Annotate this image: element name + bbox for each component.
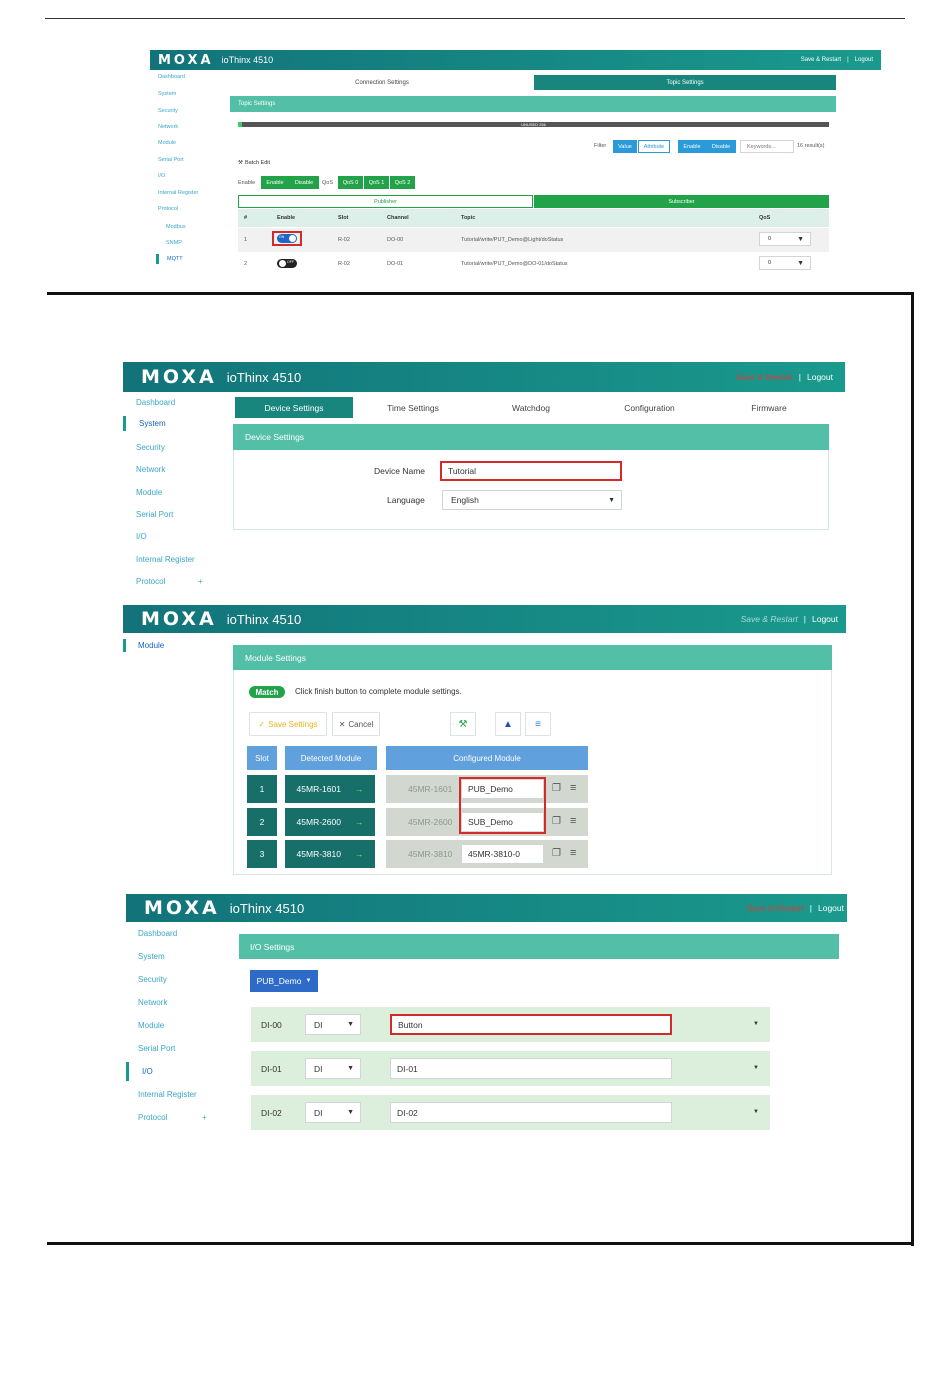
moxa-logo: MOXA <box>141 366 217 388</box>
channel-type-select[interactable]: DI ▼ <box>305 1014 361 1035</box>
module-name-input[interactable]: SUB_Demo <box>461 812 544 832</box>
sidebar-item-system[interactable]: System <box>123 416 166 431</box>
row-caret-icon[interactable]: ▼ <box>753 1109 759 1115</box>
cancel-button[interactable]: ✕ Cancel <box>332 712 380 736</box>
sidebar-item-internal-register[interactable]: Internal Register <box>138 1090 197 1099</box>
check-icon: ✓ <box>258 719 266 729</box>
module-name-input[interactable]: 45MR-3810-0 <box>461 844 544 864</box>
sidebar-item-protocol[interactable]: Protocol <box>158 206 179 212</box>
qos-select[interactable]: 0 ▼ <box>759 232 811 246</box>
enable-toggle[interactable]: ON <box>277 234 297 243</box>
highlight-box <box>459 777 546 834</box>
frame-right-border <box>911 292 914 1246</box>
filter-disable-button[interactable]: Disable <box>706 140 736 153</box>
list-icon[interactable]: ≡ <box>525 712 551 736</box>
batch-edit[interactable] <box>238 160 270 166</box>
expand-icon[interactable]: + <box>198 577 203 586</box>
channel-id: DI-01 <box>261 1064 282 1074</box>
filter-attribute-button[interactable]: Attribute <box>638 140 670 153</box>
tab-topic-settings[interactable]: Topic Settings <box>534 75 836 90</box>
channel-alias-input[interactable]: DI-02 <box>390 1102 672 1123</box>
logout-link[interactable]: Logout <box>854 57 873 63</box>
col-channel: Channel <box>387 215 409 221</box>
qos-select[interactable]: 0 ▼ <box>759 256 811 270</box>
copy-icon[interactable]: ❐ <box>552 783 561 794</box>
product-name: ioThinx 4510 <box>226 611 302 627</box>
topic-table-header <box>238 209 829 227</box>
sidebar-item-serial-port[interactable]: Serial Port <box>158 157 184 163</box>
sidebar-item-security[interactable]: Security <box>138 975 167 984</box>
frame-top-border <box>47 292 914 295</box>
hammer-icon: ⚒ <box>238 160 243 166</box>
channel-id: DI-02 <box>261 1108 282 1118</box>
batch-qos-label: QoS <box>322 180 334 186</box>
sidebar-item-io[interactable]: I/O <box>136 532 147 541</box>
close-icon: ✕ <box>338 719 346 729</box>
app-header: MOXA ioThinx 4510 Save & Restart | Logout <box>123 362 845 392</box>
filter-label: Filter <box>594 143 607 149</box>
product-name: ioThinx 4510 <box>226 369 302 385</box>
table-row: 1 ON R-02 DO-00 Tutorial/write/PUT_Demo@Light/doStatus 0 ▼ <box>238 228 829 252</box>
language-label: Language <box>387 495 425 505</box>
channel-type-select[interactable]: DI ▼ <box>305 1058 361 1079</box>
sidebar-item-modbus[interactable]: Modbus <box>166 224 186 230</box>
table-row: 2 OFF R-02 DO-01 Tutorial/write/PUT_Demo@DO-01/doStatus 0 ▼ <box>238 253 829 275</box>
slot-cell: 1 <box>247 775 277 803</box>
configured-module: 45MR-2600 <box>386 808 588 836</box>
sidebar-item-security[interactable]: Security <box>158 108 178 114</box>
device-name-label: Device Name <box>374 466 426 476</box>
col-detected-header: Detected Module <box>285 746 377 770</box>
sidebar-item-network[interactable]: Network <box>138 998 168 1007</box>
sidebar-item-io[interactable]: I/O <box>158 173 166 179</box>
batch-qos2-button[interactable]: QoS 2 <box>390 176 415 189</box>
warning-icon[interactable]: ▲ <box>495 712 521 736</box>
moxa-logo: MOXA <box>141 608 217 630</box>
sidebar-item-serial-port[interactable]: Serial Port <box>138 1044 176 1053</box>
detected-module[interactable]: 45MR-3810 → <box>285 840 375 868</box>
slot-cell: 2 <box>247 808 277 836</box>
col-qos: QoS <box>759 215 771 221</box>
col-slot-header: Slot <box>247 746 277 770</box>
wrench-icon[interactable]: ⚒ <box>450 712 476 736</box>
slot-cell: 3 <box>247 840 277 868</box>
sidebar-item-serial-port[interactable]: Serial Port <box>136 510 174 519</box>
channel-id: DI-00 <box>261 1020 282 1030</box>
logout-link[interactable]: Logout <box>818 903 844 913</box>
tab-watchdog[interactable]: Watchdog <box>512 402 550 413</box>
expand-icon[interactable]: + <box>202 1113 207 1122</box>
batch-enable-button[interactable]: Enable <box>261 176 289 189</box>
app-header: MOXA ioThinx 4510 Save & Restart | Logout <box>150 50 881 70</box>
tab-configuration[interactable]: Configuration <box>624 402 675 413</box>
sidebar-item-dashboard[interactable]: Dashboard <box>136 398 176 407</box>
menu-icon[interactable]: ≡ <box>570 815 577 827</box>
device-name-input[interactable]: Tutorial <box>440 461 622 481</box>
arrow-right-icon: → <box>354 817 364 827</box>
configured-module: 45MR-1601 <box>386 775 588 803</box>
save-restart-link[interactable]: Save & Restart <box>746 903 804 913</box>
detected-module[interactable]: 45MR-2600 → <box>285 808 375 836</box>
batch-qos1-button[interactable]: QoS 1 <box>364 176 389 189</box>
sidebar-item-module[interactable]: Module <box>123 639 164 652</box>
save-restart-link[interactable]: Save & Restart <box>740 614 798 624</box>
section-title: Module Settings <box>233 645 832 670</box>
tab-device-settings[interactable]: Device Settings <box>235 397 353 418</box>
sidebar-item-network[interactable]: Network <box>136 465 166 474</box>
col-enable: Enable <box>277 215 296 221</box>
channel-type-select[interactable]: DI ▼ <box>305 1102 361 1123</box>
filter-value-button[interactable]: Value <box>613 140 637 153</box>
sidebar-item-module[interactable]: Module <box>136 488 163 497</box>
app-header: MOXA ioThinx 4510 Save & Restart | Logout <box>126 894 847 922</box>
module-dropdown[interactable]: PUB_Demo ▼ <box>250 970 318 992</box>
tab-time-settings[interactable]: Time Settings <box>387 402 439 413</box>
menu-icon[interactable]: ≡ <box>570 782 577 794</box>
col-slot: Slot <box>338 215 349 221</box>
arrow-right-icon: → <box>354 784 364 794</box>
section-title: Device Settings <box>233 424 829 450</box>
product-name: ioThinx 4510 <box>229 900 305 916</box>
moxa-logo: MOXA <box>144 897 220 919</box>
batch-edit-label: Batch Edit <box>244 160 271 166</box>
col-topic: Topic <box>461 215 476 221</box>
match-message: Click finish button to complete module settings. <box>295 687 462 696</box>
sidebar-item-dashboard[interactable]: Dashboard <box>138 929 178 938</box>
filter-enable-button[interactable]: Enable <box>678 140 706 153</box>
channel-alias-input[interactable]: Button <box>390 1014 672 1035</box>
batch-enable-label: Enable <box>238 180 256 186</box>
sidebar-item-system[interactable]: System <box>138 952 165 961</box>
menu-icon[interactable]: ≡ <box>570 847 577 859</box>
save-restart-link[interactable]: Save & Restart <box>735 372 793 382</box>
match-badge: Match <box>249 686 285 698</box>
sidebar-item-security[interactable]: Security <box>136 443 165 452</box>
channel-alias-input[interactable]: DI-01 <box>390 1058 672 1079</box>
tab-connection-settings[interactable]: Connection Settings <box>355 79 409 86</box>
sidebar-item-io[interactable]: I/O <box>126 1062 153 1081</box>
module-name-input[interactable]: PUB_Demo <box>461 779 544 799</box>
configured-module: 45MR-3810 <box>386 840 588 868</box>
col-configured-header: Configured Module <box>386 746 588 770</box>
section-title: Topic Settings <box>230 96 836 112</box>
sidebar-item-module[interactable]: Module <box>158 140 177 146</box>
copy-icon[interactable]: ❐ <box>552 848 561 859</box>
keywords-input[interactable]: Keywords... <box>740 140 794 153</box>
detected-module[interactable]: 45MR-1601 → <box>285 775 375 803</box>
language-select[interactable]: English ▼ <box>442 490 622 510</box>
sidebar-item-snmp[interactable]: SNMP <box>166 240 182 246</box>
caret-down-icon: ▼ <box>305 978 312 984</box>
usage-bar-label: UNUSED 256 <box>521 122 546 127</box>
save-settings-button[interactable]: ✓ Save Settings <box>249 712 327 736</box>
top-rule <box>45 18 905 19</box>
col-num: # <box>244 215 248 221</box>
copy-icon[interactable]: ❐ <box>552 816 561 827</box>
tab-firmware[interactable]: Firmware <box>751 402 787 413</box>
sidebar-item-dashboard[interactable]: Dashboard <box>158 74 185 80</box>
batch-disable-button[interactable]: Disable <box>289 176 319 189</box>
sidebar-item-network[interactable]: Network <box>158 124 179 130</box>
section-title: I/O Settings <box>239 934 839 959</box>
app-header: MOXA ioThinx 4510 Save & Restart | Logout <box>123 605 846 633</box>
row-caret-icon[interactable]: ▼ <box>753 1021 759 1027</box>
subtab-subscriber[interactable]: Subscriber <box>534 195 829 208</box>
sidebar-item-mqtt[interactable]: MQTT <box>156 254 183 264</box>
enable-toggle[interactable]: OFF <box>277 259 297 268</box>
sidebar-item-system[interactable]: System <box>158 91 177 97</box>
frame-bottom-border <box>47 1242 914 1245</box>
product-name: ioThinx 4510 <box>221 55 274 65</box>
sidebar-item-protocol[interactable]: Protocol <box>136 577 166 586</box>
moxa-logo: MOXA <box>158 52 214 68</box>
sidebar-item-module[interactable]: Module <box>138 1021 165 1030</box>
save-restart-link[interactable]: Save & Restart <box>800 57 842 63</box>
arrow-right-icon: → <box>354 849 364 859</box>
subtab-publisher[interactable]: Publisher <box>238 195 533 208</box>
sidebar-item-internal-register[interactable]: Internal Register <box>158 190 199 196</box>
sidebar-item-protocol[interactable]: Protocol <box>138 1113 168 1122</box>
logout-link[interactable]: Logout <box>812 614 838 624</box>
logout-link[interactable]: Logout <box>807 372 833 382</box>
row-caret-icon[interactable]: ▼ <box>753 1065 759 1071</box>
usage-bar <box>238 122 829 127</box>
batch-qos0-button[interactable]: QoS 0 <box>338 176 363 189</box>
results-count: 16 result(s) <box>797 143 825 149</box>
sidebar-item-internal-register[interactable]: Internal Register <box>136 555 195 564</box>
